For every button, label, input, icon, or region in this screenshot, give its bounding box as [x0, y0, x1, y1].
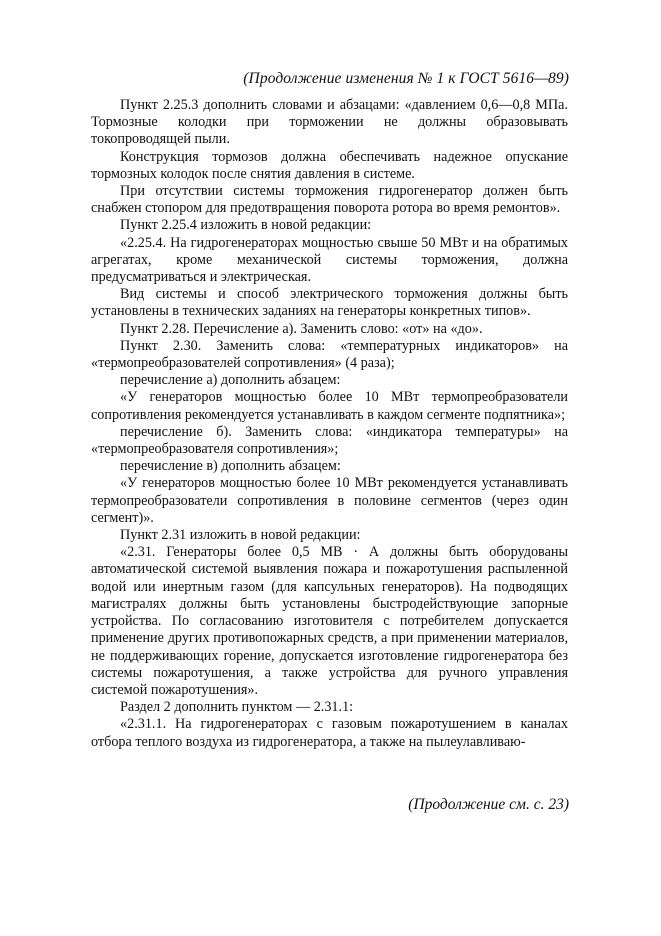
paragraph: Пункт 2.28. Перечисление а). Заменить слово: «от» на «до».: [120, 320, 483, 337]
document-body: [91, 97, 568, 751]
paragraph: Пункт 2.31 изложить в новой редакции:: [120, 527, 361, 544]
paragraph: Пункт 2.30. Заменить слова: «температурных индикаторов» на «термопреобразователей сопротивления» (4 раза);: [91, 337, 568, 372]
paragraph: Конструкция тормозов должна обеспечивать надежное опускание тормозных колодок после снятия давления в системе.: [91, 148, 568, 182]
paragraph: Пункт 2.25.4 изложить в новой редакции:: [120, 217, 372, 234]
paragraph: При отсутствии системы торможения гидрогенератор должен быть снабжен стопором для предотвращения поворота ротора во время ремонтов».: [91, 183, 568, 217]
paragraph: «У генераторов мощностью более 10 МВт рекомендуется устанавливать термопреобразователи сопротивления в половине сегментов (через один сегмент)».: [91, 475, 568, 526]
paragraph: «У генераторов мощностью более 10 МВт термопреобразователи сопротивления рекомендуется устанавливать в каждом сегменте подпятника»;: [91, 389, 568, 423]
page-header: (Продолжение изменения № 1 к ГОСТ 5616—89): [243, 70, 569, 87]
paragraph: Пункт 2.25.3 дополнить словами и абзацами: «давлением 0,6—0,8 МПа. Тормозные колодки при торможении не должны образовывать токопроводящей пыли.: [91, 97, 568, 148]
paragraph: Вид системы и способ электрического торможения должны быть установлены в технических заданиях на генераторы конкретных типов».: [91, 286, 568, 320]
paragraph: «2.25.4. На гидрогенераторах мощностью свыше 50 МВт и на обратимых агрегатах, кроме механической системы торможения, должна предусматриваться и электрическая.: [91, 234, 568, 286]
paragraph: «2.31. Генераторы более 0,5 МВ · А должны быть оборудованы автоматической системой выявления пожара и пожаротушения распыленной водой или инертным газом (для капсульных генераторов). На подводящих магистралях должны быть установлены быстродействующие запорные устройства. По согласованию изготовителя с потребителем допускается применение других противопожарных средств, а при применении материалов, не поддерживающих горение, допускается изготовление гидрогенератора без системы пожаротушения, а также устройства для ручного управления системой пожаротушения».: [91, 544, 568, 698]
page-footer: (Продолжение см. с. 23): [408, 796, 569, 813]
paragraph: перечисление а) дополнить абзацем:: [120, 372, 341, 389]
paragraph: Раздел 2 дополнить пунктом — 2.31.1:: [120, 699, 354, 716]
paragraph: «2.31.1. На гидрогенераторах с газовым пожаротушением в каналах отбора теплого воздуха из гидрогенератора, а также на пылеулавливаю-: [91, 716, 568, 750]
paragraph: перечисление б). Заменить слова: «индикатора температуры» на «термопреобразователя сопротивления»;: [91, 423, 568, 458]
paragraph: перечисление в) дополнить абзацем:: [120, 458, 341, 475]
